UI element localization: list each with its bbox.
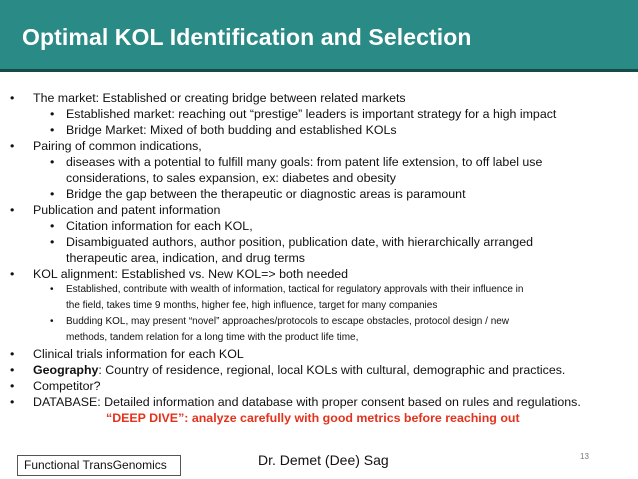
bullet-bold-text: Geography bbox=[33, 363, 99, 377]
bullet-market bbox=[0, 90, 638, 106]
sub-bullet-budding-kol bbox=[0, 314, 638, 330]
page-number: 13 bbox=[580, 452, 589, 461]
footer-company: Functional TransGenomics bbox=[17, 455, 181, 476]
bullet-text bbox=[33, 363, 565, 377]
bullet-rest-text: : Country of residence, regional, local KOLs with cultural, demographic and practices. bbox=[98, 363, 566, 377]
bullet-competitor bbox=[0, 378, 638, 394]
bullet-glyph: • bbox=[50, 284, 54, 295]
bullet-glyph: • bbox=[50, 316, 54, 327]
bullet-glyph: • bbox=[10, 203, 15, 217]
bullet-glyph: • bbox=[50, 155, 55, 169]
slide-title: Optimal KOL Identification and Selection bbox=[22, 24, 472, 50]
deep-dive-highlight: “DEEP DIVE”: analyze carefully with good metrics before reaching out bbox=[106, 411, 520, 425]
sub-bullet-budding-kol-cont bbox=[0, 330, 638, 346]
bullet-text: Citation information for each KOL, bbox=[66, 219, 253, 233]
bullet-publication bbox=[0, 202, 638, 218]
bullet-glyph: • bbox=[10, 363, 15, 377]
sub-bullet-diseases bbox=[0, 154, 638, 170]
bullet-text: diseases with a potential to fulfill many goals: from patent life extension, to off label use bbox=[66, 155, 543, 169]
bullet-glyph: • bbox=[50, 107, 55, 121]
bullet-glyph: • bbox=[50, 235, 55, 249]
bullet-glyph: • bbox=[10, 139, 15, 153]
bullet-text: Publication and patent information bbox=[33, 203, 221, 217]
bullet-glyph: • bbox=[50, 123, 55, 137]
bullet-glyph: • bbox=[10, 91, 15, 105]
sub-bullet-disambiguated-cont bbox=[0, 250, 638, 266]
sub-bullet-established-kol bbox=[0, 282, 638, 298]
sub-bullet-bridge-market bbox=[0, 122, 638, 138]
bullet-text: Competitor? bbox=[33, 379, 101, 393]
bullet-text: Disambiguated authors, author position, publication date, with hierarchically arranged bbox=[66, 235, 533, 249]
title-bar bbox=[0, 0, 638, 72]
bullet-text: Budding KOL, may present “novel” approaches/protocols to escape obstacles, protocol design / new bbox=[66, 316, 510, 327]
sub-bullet-citation bbox=[0, 218, 638, 234]
bullet-geography bbox=[0, 362, 638, 378]
footer-author: Dr. Demet (Dee) Sag bbox=[258, 452, 389, 468]
bullet-list bbox=[0, 90, 638, 426]
sub-bullet-disambiguated bbox=[0, 234, 638, 250]
bullet-text: the field, takes time 9 months, higher fee, high influence, target for many companies bbox=[66, 300, 438, 311]
bullet-text: therapeutic area, indication, and drug terms bbox=[66, 251, 306, 265]
bullet-text: KOL alignment: Established vs. New KOL=> both needed bbox=[33, 267, 349, 281]
bullet-text: The market: Established or creating bridge between related markets bbox=[33, 91, 406, 105]
bullet-text: DATABASE: Detailed information and database with proper consent based on rules and regulations. bbox=[33, 395, 581, 409]
sub-bullet-established-market bbox=[0, 106, 638, 122]
bullet-clinical-trials bbox=[0, 346, 638, 362]
sub-bullet-established-kol-cont bbox=[0, 298, 638, 314]
bullet-pairing bbox=[0, 138, 638, 154]
sub-bullet-diseases-cont bbox=[0, 170, 638, 186]
bullet-text: Established market: reaching out “prestige” leaders is important strategy for a high impact bbox=[66, 107, 557, 121]
bullet-glyph: • bbox=[50, 187, 55, 201]
bullet-text: Bridge the gap between the therapeutic or diagnostic areas is paramount bbox=[66, 187, 466, 201]
bullet-text: Bridge Market: Mixed of both budding and established KOLs bbox=[66, 123, 397, 137]
bullet-glyph: • bbox=[50, 219, 55, 233]
sub-bullet-bridge-gap bbox=[0, 186, 638, 202]
bullet-text: Pairing of common indications, bbox=[33, 139, 202, 153]
bullet-kol-alignment bbox=[0, 266, 638, 282]
bullet-text: Established, contribute with wealth of information, tactical for regulatory approvals with their influence in bbox=[66, 284, 524, 295]
bullet-text: methods, tandem relation for a long time with the product life time, bbox=[66, 332, 359, 343]
bullet-glyph: • bbox=[10, 379, 15, 393]
bullet-text: Clinical trials information for each KOL bbox=[33, 347, 244, 361]
bullet-database bbox=[0, 394, 638, 410]
bullet-glyph: • bbox=[10, 267, 15, 281]
bullet-glyph: • bbox=[10, 347, 15, 361]
bullet-glyph: • bbox=[10, 395, 15, 409]
bullet-text: considerations, to sales expansion, ex: diabetes and obesity bbox=[66, 171, 396, 185]
